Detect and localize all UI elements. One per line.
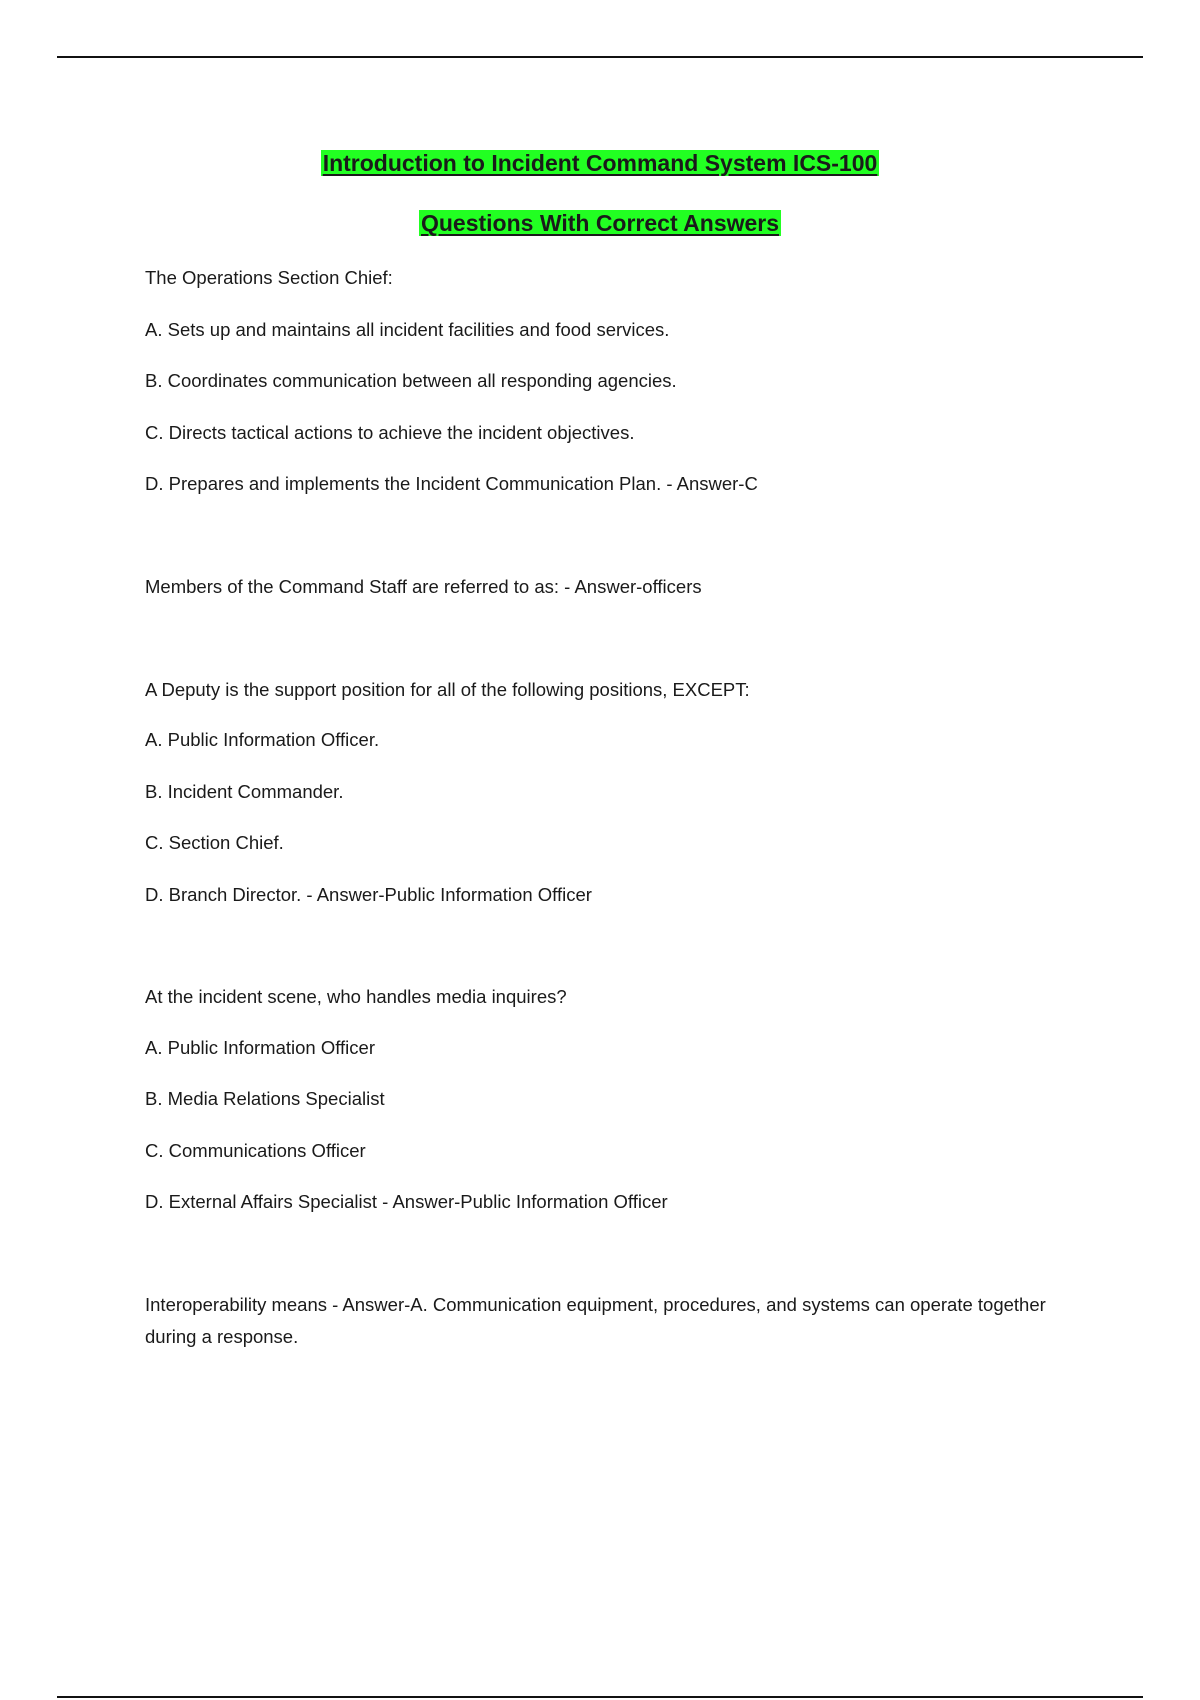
question-4-prompt: At the incident scene, who handles media inquires? <box>145 986 567 1007</box>
question-3-option-a: A. Public Information Officer. <box>145 729 380 750</box>
bottom-rule <box>57 1696 1143 1698</box>
question-1-option-c: C. Directs tactical actions to achieve the incident objectives. <box>145 422 635 443</box>
document-title: Introduction to Incident Command System ICS-100 <box>322 150 878 176</box>
question-2-prompt: Members of the Command Staff are referred to as: - Answer-officers <box>145 576 702 597</box>
question-1-prompt: The Operations Section Chief: <box>145 267 393 288</box>
question-4-option-a: A. Public Information Officer <box>145 1037 375 1058</box>
question-4-option-b: B. Media Relations Specialist <box>145 1088 385 1109</box>
document-subtitle: Questions With Correct Answers <box>420 210 780 236</box>
question-1-option-a: A. Sets up and maintains all incident facilities and food services. <box>145 319 670 340</box>
question-3-option-d: D. Branch Director. - Answer-Public Information Officer <box>145 884 592 905</box>
question-3-option-b: B. Incident Commander. <box>145 781 344 802</box>
top-rule <box>57 56 1143 58</box>
question-3-option-c: C. Section Chief. <box>145 832 284 853</box>
question-5-prompt: Interoperability means - Answer-A. Communication equipment, procedures, and systems can operate together during a response. <box>145 1294 1046 1347</box>
question-4-option-d: D. External Affairs Specialist - Answer-Public Information Officer <box>145 1191 668 1212</box>
question-3-prompt: A Deputy is the support position for all of the following positions, EXCEPT: <box>145 679 750 700</box>
question-1-option-d: D. Prepares and implements the Incident Communication Plan. - Answer-C <box>145 473 758 494</box>
question-4-option-c: C. Communications Officer <box>145 1140 366 1161</box>
question-1-option-b: B. Coordinates communication between all responding agencies. <box>145 370 677 391</box>
